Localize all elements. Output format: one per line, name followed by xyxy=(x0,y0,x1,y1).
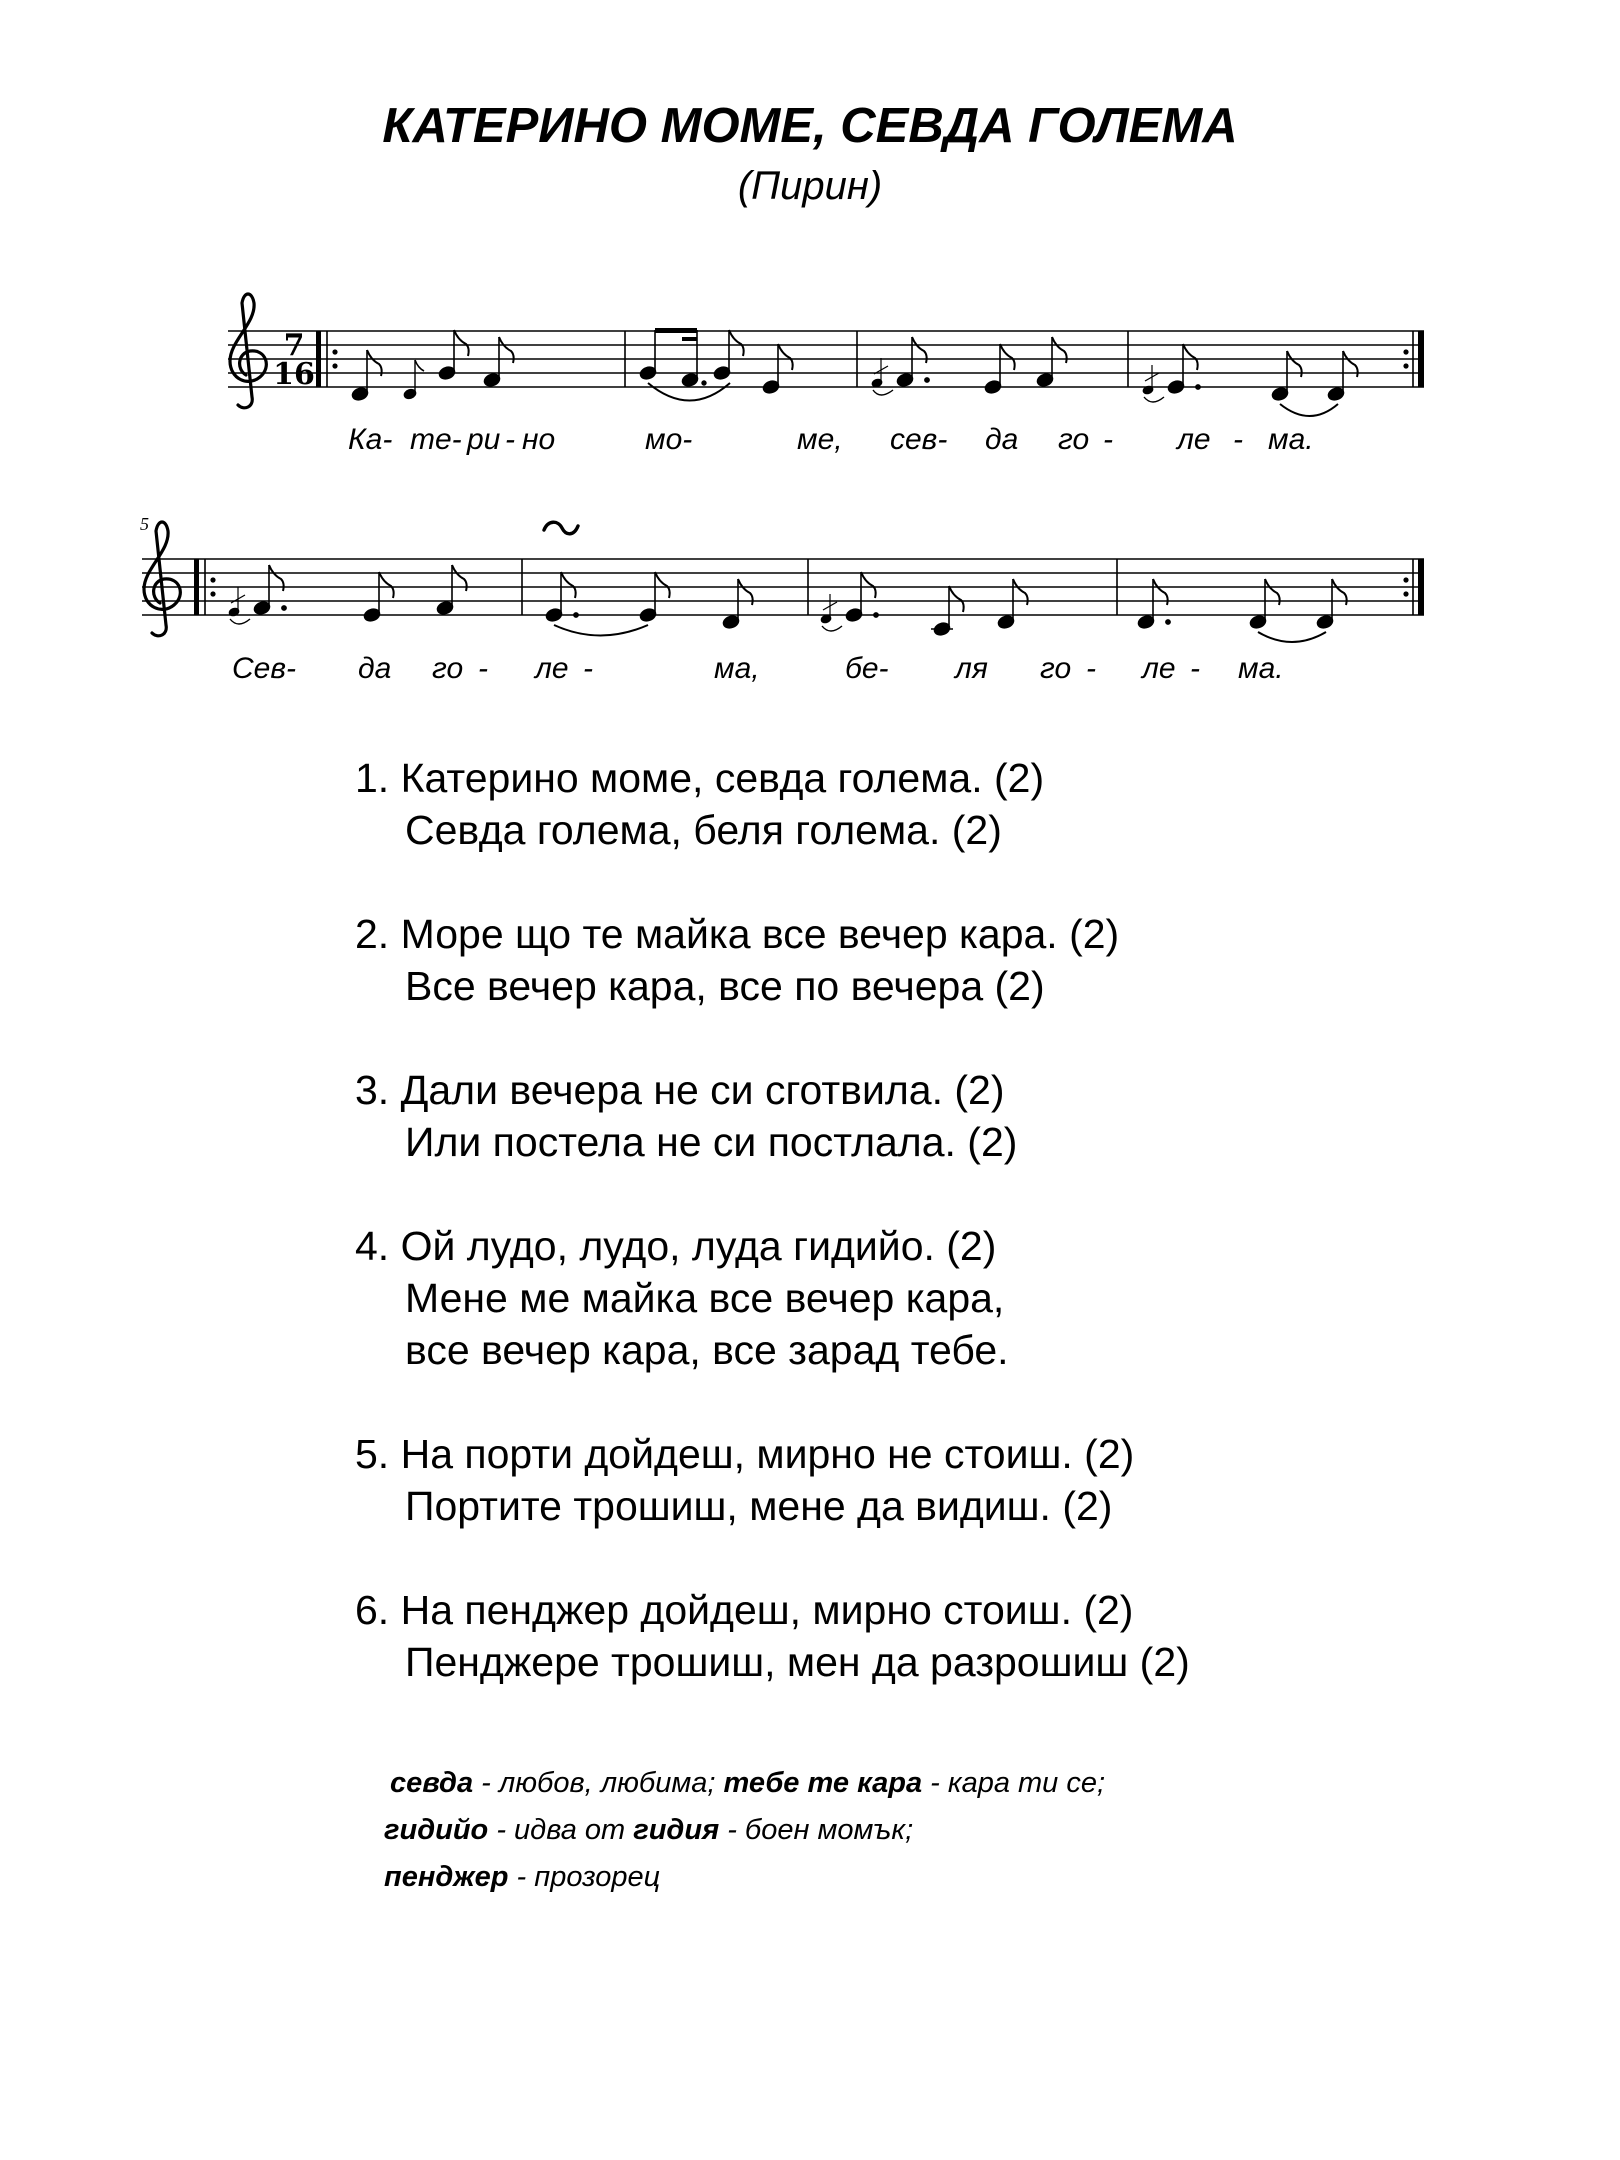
staff-system-1 xyxy=(228,294,1424,456)
time-signature-numerator: 7 xyxy=(283,328,305,363)
lyric-hyphen: - xyxy=(583,652,593,685)
verse xyxy=(355,1064,1190,1168)
verse-number: 6. xyxy=(355,1587,390,1633)
glossary-definition: - любов, любима; xyxy=(473,1767,724,1799)
verse-line: Мене ме майка все вечер кара, xyxy=(405,1275,1005,1321)
lyric-syllable: ма. xyxy=(1268,423,1314,456)
lyric-syllable: Сев- xyxy=(232,652,296,685)
song-title: КАТЕРИНО МОМЕ, СЕВДА ГОЛЕМА xyxy=(382,99,1238,153)
lyric-syllable: ле xyxy=(1142,652,1176,685)
notes-measure-7 xyxy=(820,572,1028,637)
verse-line: Все вечер кара, все по вечера (2) xyxy=(405,963,1045,1009)
verse xyxy=(355,752,1190,856)
verse-line xyxy=(355,1064,1190,1116)
glossary-definition: - боен момък; xyxy=(719,1814,914,1846)
lyric-syllable: те- xyxy=(410,423,462,456)
lyric-syllable: ме, xyxy=(797,423,843,456)
verse-line xyxy=(355,1428,1190,1480)
glossary-term: севда xyxy=(390,1767,474,1799)
verse-line xyxy=(355,908,1190,960)
glossary-row xyxy=(384,1854,1105,1901)
measure-number: 5 xyxy=(140,514,149,534)
song-verses xyxy=(355,752,1190,1740)
verse-number: 4. xyxy=(355,1223,390,1269)
verse-text: На пенджер дойдеш, мирно стоиш. (2) xyxy=(400,1587,1134,1633)
verse-line: Севда голема, беля голема. (2) xyxy=(405,807,1002,853)
lyric-syllable: ма, xyxy=(714,652,760,685)
glossary-term: тебе те кара xyxy=(723,1767,923,1799)
notes-measure-4 xyxy=(1142,344,1358,416)
verse-number: 3. xyxy=(355,1067,390,1113)
glossary-definition: - кара ти се; xyxy=(922,1767,1106,1799)
verse-line: все вечер кара, все зарад тебе. xyxy=(405,1327,1009,1373)
verse xyxy=(355,1584,1190,1688)
lyric-syllable: ле xyxy=(1177,423,1211,456)
lyric-syllable: ля xyxy=(955,652,988,685)
notes-measure-8 xyxy=(1136,579,1346,642)
song-region: (Пирин) xyxy=(737,164,883,208)
verse-line xyxy=(355,752,1190,804)
lyric-syllable: мо- xyxy=(645,423,693,456)
glossary-term: пенджер xyxy=(384,1861,509,1893)
lyric-hyphen: - xyxy=(1103,423,1113,456)
sheet-music xyxy=(0,0,1620,720)
treble-clef-icon xyxy=(144,522,180,636)
verse-number: 2. xyxy=(355,911,390,957)
verse-text: Ой лудо, лудо, луда гидийо. (2) xyxy=(400,1223,997,1269)
verse-line: Пенджере трошиш, мен да разрошиш (2) xyxy=(405,1639,1190,1685)
lyric-syllable: сев- xyxy=(890,423,948,456)
verse-line: Портите трошиш, мене да видиш. (2) xyxy=(405,1483,1113,1529)
lyric-syllable: ма. xyxy=(1238,652,1284,685)
glossary-row xyxy=(384,1807,1105,1854)
glossary-row xyxy=(390,1760,1105,1807)
lyric-syllable: да xyxy=(358,652,392,685)
verse xyxy=(355,1428,1190,1532)
lyric-syllable: бе- xyxy=(845,652,889,685)
verse-text: Катерино моме, севда голема. (2) xyxy=(400,755,1045,801)
lyric-syllable: го xyxy=(432,652,464,685)
verse-line xyxy=(355,1584,1190,1636)
lyric-syllable: го xyxy=(1058,423,1090,456)
lyric-syllable: да xyxy=(985,423,1019,456)
time-signature-denominator: 16 xyxy=(273,357,315,392)
glossary-definition: - идва от xyxy=(488,1814,634,1846)
glossary-term: гидийо xyxy=(384,1814,489,1846)
notes-measure-2 xyxy=(638,328,792,401)
lyric-hyphen: - xyxy=(505,423,515,456)
verse-line: Или постела не си постлала. (2) xyxy=(405,1119,1018,1165)
lyrics-system-2 xyxy=(232,652,1284,685)
notes-measure-6 xyxy=(544,572,752,636)
staff-system-2 xyxy=(140,514,1424,685)
lyrics-system-1 xyxy=(348,423,1314,456)
verse-line xyxy=(355,1220,1190,1272)
notes-measure-1 xyxy=(350,330,513,402)
lyric-syllable: го xyxy=(1040,652,1072,685)
turn-ornament-icon xyxy=(544,522,578,534)
verse-text: Дали вечера не си сготвила. (2) xyxy=(400,1067,1005,1113)
treble-clef-icon xyxy=(230,294,266,408)
glossary-definition: - прозорец xyxy=(508,1861,661,1893)
lyric-hyphen: - xyxy=(478,652,488,685)
lyric-hyphen: - xyxy=(1086,652,1096,685)
glossary-term: гидия xyxy=(633,1814,720,1846)
lyric-hyphen: - xyxy=(1190,652,1200,685)
lyric-hyphen: - xyxy=(1233,423,1243,456)
verse-number: 5. xyxy=(355,1431,390,1477)
verse-text: На порти дойдеш, мирно не стоиш. (2) xyxy=(400,1431,1135,1477)
lyric-syllable: Ка- xyxy=(348,423,393,456)
verse-text: Море що те майка все вечер кара. (2) xyxy=(400,911,1120,957)
glossary xyxy=(384,1760,1106,1901)
lyric-syllable: ле xyxy=(535,652,569,685)
verse xyxy=(355,1220,1190,1376)
verse xyxy=(355,908,1190,1012)
lyric-syllable: но xyxy=(522,423,556,456)
verse-number: 1. xyxy=(355,755,390,801)
lyric-syllable: ри xyxy=(467,423,501,456)
